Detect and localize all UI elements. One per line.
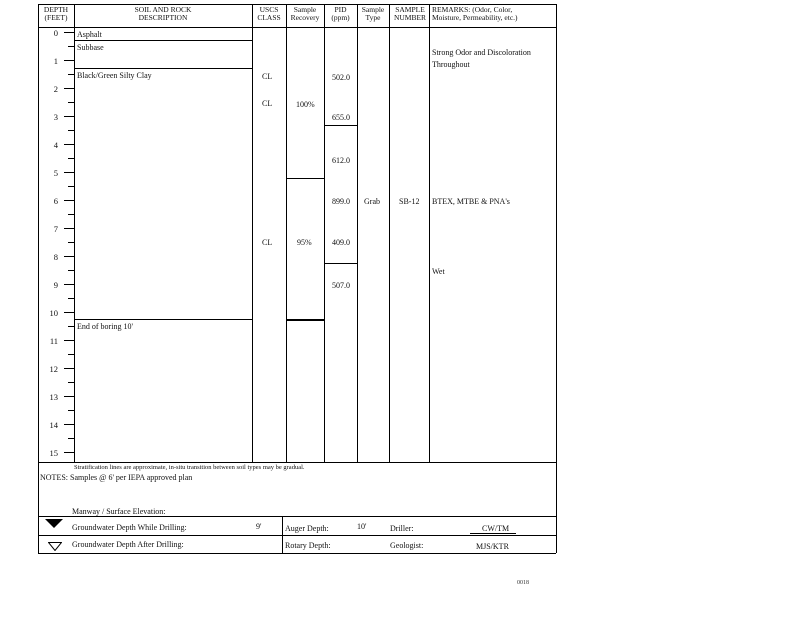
depth-label: 1 — [53, 56, 58, 66]
col-header-recovery: Sample Recovery — [290, 5, 320, 22]
depth-tick-major — [64, 368, 74, 369]
depth-tick-major — [64, 396, 74, 397]
pid-value-4: 899.0 — [332, 197, 350, 206]
pid-value-3: 612.0 — [332, 156, 350, 165]
driller-value: CW/TM — [482, 524, 510, 533]
geologist-label: Geologist: — [390, 541, 424, 550]
depth-tick-minor — [68, 214, 74, 215]
depth-tick-major — [64, 284, 74, 285]
depth-label: 10 — [49, 308, 58, 318]
depth-tick-minor — [68, 298, 74, 299]
col-header-uscs: USCS CLASS — [257, 5, 281, 22]
layer-asphalt: Asphalt — [77, 30, 102, 39]
depth-label: 12 — [49, 364, 58, 374]
depth-tick-major — [64, 144, 74, 145]
footer-line-1 — [38, 516, 556, 517]
driller-label: Driller: — [390, 524, 414, 533]
depth-tick-minor — [68, 102, 74, 103]
depth-tick-minor — [68, 74, 74, 75]
stratification-footnote: Stratification lines are approximate, in-situ transition between soil types may be gradual. — [74, 464, 305, 471]
depth-tick-minor — [68, 326, 74, 327]
driller-underline — [470, 533, 516, 534]
uscs-3: CL — [262, 238, 273, 247]
right-border — [556, 4, 557, 553]
depth-label: 2 — [53, 84, 58, 94]
depth-tick-minor — [68, 382, 74, 383]
pid-value-5: 409.0 — [332, 238, 350, 247]
depth-tick-major — [64, 200, 74, 201]
depth-label: 0 — [53, 28, 58, 38]
notes: NOTES: Samples @ 6' per IEPA approved plan — [40, 473, 193, 482]
sample-type: Grab — [364, 197, 380, 206]
depth-label: 4 — [53, 140, 58, 150]
depth-label: 5 — [53, 168, 58, 178]
footer-line-3 — [38, 553, 556, 554]
depth-tick-major — [64, 172, 74, 173]
depth-tick-minor — [68, 242, 74, 243]
layer-line-end — [74, 319, 252, 320]
left-border — [38, 4, 39, 553]
depth-tick-minor — [68, 410, 74, 411]
layer-end-of-boring: End of boring 10' — [77, 322, 133, 331]
rotary-depth-label: Rotary Depth: — [285, 541, 331, 550]
depth-tick-minor — [68, 130, 74, 131]
uscs-1: CL — [262, 72, 273, 81]
page-mark: 0018 — [517, 580, 529, 586]
gw-after-drilling-label: Groundwater Depth After Drilling: — [72, 540, 184, 549]
depth-tick-major — [64, 228, 74, 229]
depth-tick-major — [64, 88, 74, 89]
remarks-analysis: BTEX, MTBE & PNA's — [432, 197, 510, 206]
remarks-wet: Wet — [432, 267, 445, 276]
depth-label: 11 — [49, 336, 58, 346]
remarks-odor: Strong Odor and Discoloration Throughout — [432, 48, 531, 69]
col-line-pid — [357, 4, 358, 462]
depth-label: 6 — [53, 196, 58, 206]
footer-line-2 — [38, 535, 556, 536]
pid-value-2: 655.0 — [332, 113, 350, 122]
col-header-remarks: REMARKS: (Odor, Color, Moisture, Permeability, etc.) — [432, 5, 518, 22]
depth-tick-minor — [68, 158, 74, 159]
col-line-recovery — [324, 4, 325, 462]
pid-value-6: 507.0 — [332, 281, 350, 290]
depth-tick-minor — [68, 438, 74, 439]
gw-while-drilling-label: Groundwater Depth While Drilling: — [72, 523, 187, 532]
depth-label: 8 — [53, 252, 58, 262]
recovery-1: 100% — [296, 100, 315, 109]
col-header-sample-number: SAMPLE NUMBER — [393, 5, 427, 22]
recovery-line-1 — [286, 178, 324, 179]
manway-elevation-label: Manway / Surface Elevation: — [72, 507, 166, 516]
depth-tick-major — [64, 32, 74, 33]
pid-value-1: 502.0 — [332, 73, 350, 82]
gw-while-drilling-value: 9' — [256, 522, 262, 531]
depth-label: 9 — [53, 280, 58, 290]
depth-tick-minor — [68, 186, 74, 187]
auger-depth-value: 10' — [357, 522, 367, 531]
col-header-depth: DEPTH (FEET) — [43, 5, 69, 22]
recovery-2: 95% — [297, 238, 312, 247]
col-line-sample-number — [429, 4, 430, 462]
col-header-pid: PID (ppm) — [331, 5, 350, 22]
depth-label: 7 — [53, 224, 58, 234]
col-line-description — [252, 4, 253, 462]
depth-label: 3 — [53, 112, 58, 122]
depth-tick-major — [64, 312, 74, 313]
sample-number: SB-12 — [399, 197, 420, 206]
depth-tick-major — [64, 340, 74, 341]
layer-clay: Black/Green Silty Clay — [77, 71, 152, 80]
col-header-sample-type: Sample Type — [361, 5, 385, 22]
col-line-uscs — [286, 4, 287, 462]
depth-tick-minor — [68, 46, 74, 47]
depth-tick-minor — [68, 354, 74, 355]
depth-tick-major — [64, 256, 74, 257]
depth-tick-major — [64, 116, 74, 117]
layer-line-subbase — [74, 68, 252, 69]
auger-depth-label: Auger Depth: — [285, 524, 329, 533]
depth-tick-major — [64, 424, 74, 425]
pid-line-1 — [324, 125, 357, 126]
depth-label: 14 — [49, 420, 58, 430]
depth-tick-minor — [68, 270, 74, 271]
depth-label: 15 — [49, 448, 58, 458]
geologist-value: MJS/KTR — [476, 542, 509, 551]
recovery-line-2 — [286, 319, 324, 321]
col-header-description: SOIL AND ROCK DESCRIPTION — [134, 5, 192, 22]
gw-while-drilling-icon — [45, 519, 63, 528]
depth-tick-major — [64, 452, 74, 453]
footer-col-1 — [282, 516, 283, 553]
depth-label: 13 — [49, 392, 58, 402]
layer-subbase: Subbase — [77, 43, 104, 52]
layer-line-asphalt — [74, 40, 252, 41]
pid-line-2 — [324, 263, 357, 264]
uscs-2: CL — [262, 99, 273, 108]
col-line-sample-type — [389, 4, 390, 462]
col-line-depth — [74, 4, 75, 462]
gw-after-drilling-icon — [48, 538, 61, 546]
depth-tick-major — [64, 60, 74, 61]
header-bottom-line — [38, 27, 556, 28]
